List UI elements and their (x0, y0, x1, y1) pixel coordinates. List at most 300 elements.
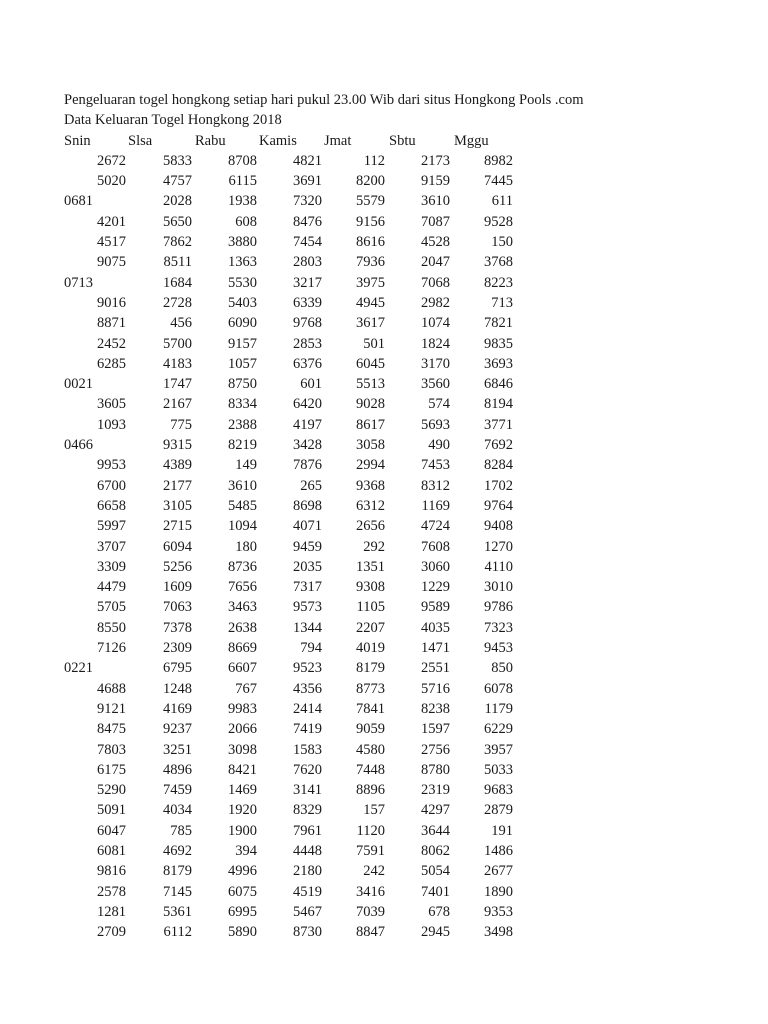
table-cell: 8179 (163, 863, 192, 880)
table-cell: 2677 (484, 863, 513, 880)
table-cell: 6376 (293, 355, 322, 372)
table-cell: 157 (363, 802, 385, 819)
table-cell: 9573 (293, 599, 322, 616)
table-cell: 6700 (97, 477, 126, 494)
table-cell: 1747 (163, 376, 192, 393)
table-cell: 775 (170, 416, 192, 433)
table-row (64, 415, 513, 435)
table-cell: 4996 (228, 863, 257, 880)
table-cell: 6658 (97, 497, 126, 514)
table-cell: 5054 (421, 863, 450, 880)
table-cell: 7145 (163, 883, 192, 900)
table-cell: 794 (300, 640, 322, 657)
table-cell: 0021 (64, 376, 93, 393)
table-cell: 2656 (356, 518, 385, 535)
table-cell: 3058 (356, 437, 385, 454)
table-cell: 6420 (293, 396, 322, 413)
table-cell: 3060 (421, 558, 450, 575)
table-cell: 3251 (163, 741, 192, 758)
table-cell: 2638 (228, 619, 257, 636)
table-cell: 9683 (484, 782, 513, 799)
table-cell: 5997 (97, 518, 126, 535)
table-row (64, 922, 513, 942)
table-cell: 3105 (163, 497, 192, 514)
table-row (64, 537, 513, 557)
table-row (64, 618, 513, 638)
table-cell: 8550 (97, 619, 126, 636)
intro-line: Pengeluaran togel hongkong setiap hari pukul 23.00 Wib dari situs Hongkong Pools .com (64, 92, 584, 108)
table-cell: 5716 (421, 680, 450, 697)
table-cell: 0713 (64, 274, 93, 291)
table-cell: 9075 (97, 254, 126, 271)
table-cell: 3217 (293, 274, 322, 291)
table-cell: 8773 (356, 680, 385, 697)
table-cell: 7378 (163, 619, 192, 636)
table-row (64, 638, 513, 658)
table-header (64, 131, 624, 151)
table-cell: 9453 (484, 640, 513, 657)
table-cell: 3428 (293, 437, 322, 454)
table-cell: 265 (300, 477, 322, 494)
table-row (64, 374, 513, 394)
table-cell: 4071 (293, 518, 322, 535)
table-cell: 7419 (293, 721, 322, 738)
table-cell: 1486 (484, 842, 513, 859)
table-cell: 8194 (484, 396, 513, 413)
table-row (64, 760, 513, 780)
table-cell: 5033 (484, 761, 513, 778)
table-cell: 678 (428, 903, 450, 920)
table-cell: 2709 (97, 924, 126, 941)
table-cell: 2047 (421, 254, 450, 271)
table-cell: 0681 (64, 193, 93, 210)
table-cell: 5530 (228, 274, 257, 291)
table-cell: 3098 (228, 741, 257, 758)
table-cell: 5833 (163, 152, 192, 169)
table-cell: 4201 (97, 213, 126, 230)
table-cell: 7445 (484, 173, 513, 190)
table-cell: 9237 (163, 721, 192, 738)
table-cell: 6112 (163, 924, 192, 941)
table-cell: 4896 (163, 761, 192, 778)
table-cell: 7063 (163, 599, 192, 616)
table-cell: 8062 (421, 842, 450, 859)
table-cell: 2551 (421, 660, 450, 677)
table-cell: 4389 (163, 457, 192, 474)
table-cell: 2414 (293, 700, 322, 717)
table-cell: 3170 (421, 355, 450, 372)
table-cell: 4479 (97, 579, 126, 596)
table-cell: 2853 (293, 335, 322, 352)
table-cell: 2388 (228, 416, 257, 433)
table-cell: 5579 (356, 193, 385, 210)
table-cell: 3309 (97, 558, 126, 575)
table-cell: 1890 (484, 883, 513, 900)
table-cell: 9159 (421, 173, 450, 190)
table-cell: 7126 (97, 640, 126, 657)
table-cell: 191 (491, 822, 513, 839)
table-cell: 2167 (163, 396, 192, 413)
table-cell: 5403 (228, 294, 257, 311)
table-row (64, 212, 513, 232)
table-cell: 8334 (228, 396, 257, 413)
table-cell: 608 (235, 213, 257, 230)
table-cell: 7459 (163, 782, 192, 799)
table-cell: 3605 (97, 396, 126, 413)
table-cell: 2035 (293, 558, 322, 575)
table-cell: 1120 (356, 822, 385, 839)
table-cell: 1229 (421, 579, 450, 596)
table-row (64, 780, 513, 800)
table-cell: 8750 (228, 376, 257, 393)
table-cell: 3560 (421, 376, 450, 393)
table-row (64, 821, 513, 841)
table-cell: 6995 (228, 903, 257, 920)
table-cell: 6047 (97, 822, 126, 839)
table-cell: 9308 (356, 579, 385, 596)
table-cell: 8730 (293, 924, 322, 941)
table-cell: 4519 (293, 883, 322, 900)
table-row (64, 273, 513, 293)
table-row (64, 658, 513, 678)
table-cell: 3610 (228, 477, 257, 494)
table-cell: 4757 (163, 173, 192, 190)
table-cell: 8669 (228, 640, 257, 657)
table-cell: 6339 (293, 294, 322, 311)
table-cell: 6229 (484, 721, 513, 738)
table-cell: 601 (300, 376, 322, 393)
table-cell: 2309 (163, 640, 192, 657)
document-title: Data Keluaran Togel Hongkong 2018 (64, 112, 282, 129)
table-cell: 8476 (293, 213, 322, 230)
header-kamis: Kamis (259, 132, 297, 149)
table-cell: 4034 (163, 802, 192, 819)
table-cell: 4297 (421, 802, 450, 819)
table-cell: 7821 (484, 315, 513, 332)
table-cell: 7862 (163, 234, 192, 251)
table-cell: 4019 (356, 640, 385, 657)
table-cell: 3498 (484, 924, 513, 941)
table-cell: 4688 (97, 680, 126, 697)
table-cell: 7401 (421, 883, 450, 900)
table-cell: 4945 (356, 294, 385, 311)
table-row (64, 293, 513, 313)
table-row (64, 171, 513, 191)
table-cell: 4448 (293, 842, 322, 859)
table-cell: 2994 (356, 457, 385, 474)
table-cell: 9315 (163, 437, 192, 454)
table-cell: 850 (491, 660, 513, 677)
table-cell: 0221 (64, 660, 93, 677)
table-cell: 3010 (484, 579, 513, 596)
table-cell: 5091 (97, 802, 126, 819)
table-cell: 1363 (228, 254, 257, 271)
table-cell: 0466 (64, 437, 93, 454)
table-cell: 6081 (97, 842, 126, 859)
table-row (64, 191, 513, 211)
table-cell: 1351 (356, 558, 385, 575)
table-cell: 9983 (228, 700, 257, 717)
table-cell: 1471 (421, 640, 450, 657)
table-cell: 1824 (421, 335, 450, 352)
table-cell: 2879 (484, 802, 513, 819)
table-cell: 2319 (421, 782, 450, 799)
table-cell: 3771 (484, 416, 513, 433)
table-cell: 5650 (163, 213, 192, 230)
table-cell: 9408 (484, 518, 513, 535)
table-cell: 1169 (421, 497, 450, 514)
table-row (64, 699, 513, 719)
table-cell: 4692 (163, 842, 192, 859)
table-cell: 1248 (163, 680, 192, 697)
table-cell: 8708 (228, 152, 257, 169)
table-cell: 8780 (421, 761, 450, 778)
table-cell: 1074 (421, 315, 450, 332)
table-cell: 2982 (421, 294, 450, 311)
table-row (64, 151, 513, 171)
table-cell: 1938 (228, 193, 257, 210)
table-cell: 5485 (228, 497, 257, 514)
table-cell: 9953 (97, 457, 126, 474)
table-cell: 713 (491, 294, 513, 311)
table-row (64, 597, 513, 617)
table-cell: 1702 (484, 477, 513, 494)
table-cell: 3691 (293, 173, 322, 190)
table-cell: 456 (170, 315, 192, 332)
table-cell: 6090 (228, 315, 257, 332)
table-cell: 7936 (356, 254, 385, 271)
table-cell: 150 (491, 234, 513, 251)
table-cell: 3975 (356, 274, 385, 291)
table-row (64, 476, 513, 496)
table-cell: 9368 (356, 477, 385, 494)
table-cell: 2028 (163, 193, 192, 210)
table-cell: 7320 (293, 193, 322, 210)
table-cell: 2803 (293, 254, 322, 271)
table-cell: 8284 (484, 457, 513, 474)
table-cell: 5693 (421, 416, 450, 433)
table-cell: 3416 (356, 883, 385, 900)
table-cell: 1105 (356, 599, 385, 616)
table-row (64, 313, 513, 333)
table-row (64, 800, 513, 820)
table-cell: 4169 (163, 700, 192, 717)
table-cell: 611 (491, 193, 513, 210)
header-jmat: Jmat (324, 132, 352, 149)
table-cell: 1344 (293, 619, 322, 636)
table-cell: 5890 (228, 924, 257, 941)
table-cell: 9459 (293, 538, 322, 555)
table-cell: 9523 (293, 660, 322, 677)
header-slsa: Slsa (128, 132, 153, 149)
table-cell: 6075 (228, 883, 257, 900)
table-cell: 7803 (97, 741, 126, 758)
table-row (64, 577, 513, 597)
table-row (64, 435, 513, 455)
table-cell: 2177 (163, 477, 192, 494)
table-cell: 7039 (356, 903, 385, 920)
table-row (64, 861, 513, 881)
table-cell: 1281 (97, 903, 126, 920)
table-cell: 6312 (356, 497, 385, 514)
table-cell: 9121 (97, 700, 126, 717)
table-cell: 5700 (163, 335, 192, 352)
table-cell: 8421 (228, 761, 257, 778)
table-cell: 4821 (293, 152, 322, 169)
table-cell: 1094 (228, 518, 257, 535)
table-cell: 5705 (97, 599, 126, 616)
table-cell: 3768 (484, 254, 513, 271)
table-cell: 292 (363, 538, 385, 555)
table-cell: 9353 (484, 903, 513, 920)
table-cell: 6045 (356, 355, 385, 372)
table-cell: 7448 (356, 761, 385, 778)
table-cell: 6795 (163, 660, 192, 677)
table-cell: 785 (170, 822, 192, 839)
table-cell: 9028 (356, 396, 385, 413)
table-cell: 6094 (163, 538, 192, 555)
table-cell: 490 (428, 437, 450, 454)
table-cell: 3610 (421, 193, 450, 210)
table-cell: 2452 (97, 335, 126, 352)
table-cell: 5513 (356, 376, 385, 393)
table-cell: 2728 (163, 294, 192, 311)
table-cell: 2578 (97, 883, 126, 900)
table-cell: 1270 (484, 538, 513, 555)
table-cell: 9589 (421, 599, 450, 616)
table-cell: 149 (235, 457, 257, 474)
table-row (64, 882, 513, 902)
table-cell: 1057 (228, 355, 257, 372)
table-cell: 9786 (484, 599, 513, 616)
table-cell: 6846 (484, 376, 513, 393)
table-cell: 7591 (356, 842, 385, 859)
table-cell: 3693 (484, 355, 513, 372)
table-cell: 8238 (421, 700, 450, 717)
table-cell: 7876 (293, 457, 322, 474)
table-row (64, 740, 513, 760)
table-cell: 7961 (293, 822, 322, 839)
table-cell: 9059 (356, 721, 385, 738)
table-row (64, 252, 513, 272)
table-row (64, 334, 513, 354)
table-cell: 7068 (421, 274, 450, 291)
table-cell: 8871 (97, 315, 126, 332)
table-cell: 112 (363, 152, 385, 169)
table-row (64, 902, 513, 922)
table-row (64, 496, 513, 516)
table-row (64, 394, 513, 414)
table-cell: 8617 (356, 416, 385, 433)
table-cell: 1609 (163, 579, 192, 596)
table-cell: 3644 (421, 822, 450, 839)
table-cell: 4724 (421, 518, 450, 535)
table-row (64, 841, 513, 861)
table-cell: 767 (235, 680, 257, 697)
table-cell: 1920 (228, 802, 257, 819)
table-cell: 4517 (97, 234, 126, 251)
table-cell: 9156 (356, 213, 385, 230)
table-cell: 8179 (356, 660, 385, 677)
table-cell: 242 (363, 863, 385, 880)
table-cell: 7692 (484, 437, 513, 454)
table-cell: 7620 (293, 761, 322, 778)
table-cell: 6115 (228, 173, 257, 190)
table-cell: 5256 (163, 558, 192, 575)
table-cell: 7323 (484, 619, 513, 636)
table-cell: 2207 (356, 619, 385, 636)
table-cell: 8475 (97, 721, 126, 738)
table-cell: 4183 (163, 355, 192, 372)
table-row (64, 719, 513, 739)
table-cell: 3617 (356, 315, 385, 332)
table-cell: 1597 (421, 721, 450, 738)
table-cell: 7656 (228, 579, 257, 596)
table-cell: 8616 (356, 234, 385, 251)
table-cell: 4356 (293, 680, 322, 697)
header-rabu: Rabu (195, 132, 226, 149)
table-cell: 5361 (163, 903, 192, 920)
table-cell: 6607 (228, 660, 257, 677)
table-cell: 4580 (356, 741, 385, 758)
table-cell: 6285 (97, 355, 126, 372)
table-cell: 1179 (484, 700, 513, 717)
table-cell: 9835 (484, 335, 513, 352)
table-cell: 7317 (293, 579, 322, 596)
table-cell: 8896 (356, 782, 385, 799)
table-cell: 7841 (356, 700, 385, 717)
table-cell: 1684 (163, 274, 192, 291)
table-cell: 2672 (97, 152, 126, 169)
table-row (64, 516, 513, 536)
table-row (64, 455, 513, 475)
table-row (64, 354, 513, 374)
table-cell: 2066 (228, 721, 257, 738)
table-cell: 8312 (421, 477, 450, 494)
table-cell: 4035 (421, 619, 450, 636)
table-cell: 7608 (421, 538, 450, 555)
table-cell: 501 (363, 335, 385, 352)
table-cell: 4528 (421, 234, 450, 251)
table-cell: 5467 (293, 903, 322, 920)
table-row (64, 557, 513, 577)
header-sbtu: Sbtu (389, 132, 416, 149)
table-cell: 4110 (484, 558, 513, 575)
table-cell: 8698 (293, 497, 322, 514)
table-cell: 3141 (293, 782, 322, 799)
table-cell: 394 (235, 842, 257, 859)
table-cell: 9816 (97, 863, 126, 880)
results-table (64, 151, 513, 943)
table-cell: 3880 (228, 234, 257, 251)
table-cell: 1900 (228, 822, 257, 839)
header-snin: Snin (64, 132, 91, 149)
table-cell: 8219 (228, 437, 257, 454)
table-cell: 2945 (421, 924, 450, 941)
table-cell: 6175 (97, 761, 126, 778)
table-cell: 8982 (484, 152, 513, 169)
table-cell: 8200 (356, 173, 385, 190)
table-cell: 1583 (293, 741, 322, 758)
table-cell: 2715 (163, 518, 192, 535)
table-cell: 2173 (421, 152, 450, 169)
table-cell: 5020 (97, 173, 126, 190)
table-cell: 8511 (163, 254, 192, 271)
table-cell: 9528 (484, 213, 513, 230)
table-cell: 9768 (293, 315, 322, 332)
table-cell: 8329 (293, 802, 322, 819)
table-cell: 574 (428, 396, 450, 413)
